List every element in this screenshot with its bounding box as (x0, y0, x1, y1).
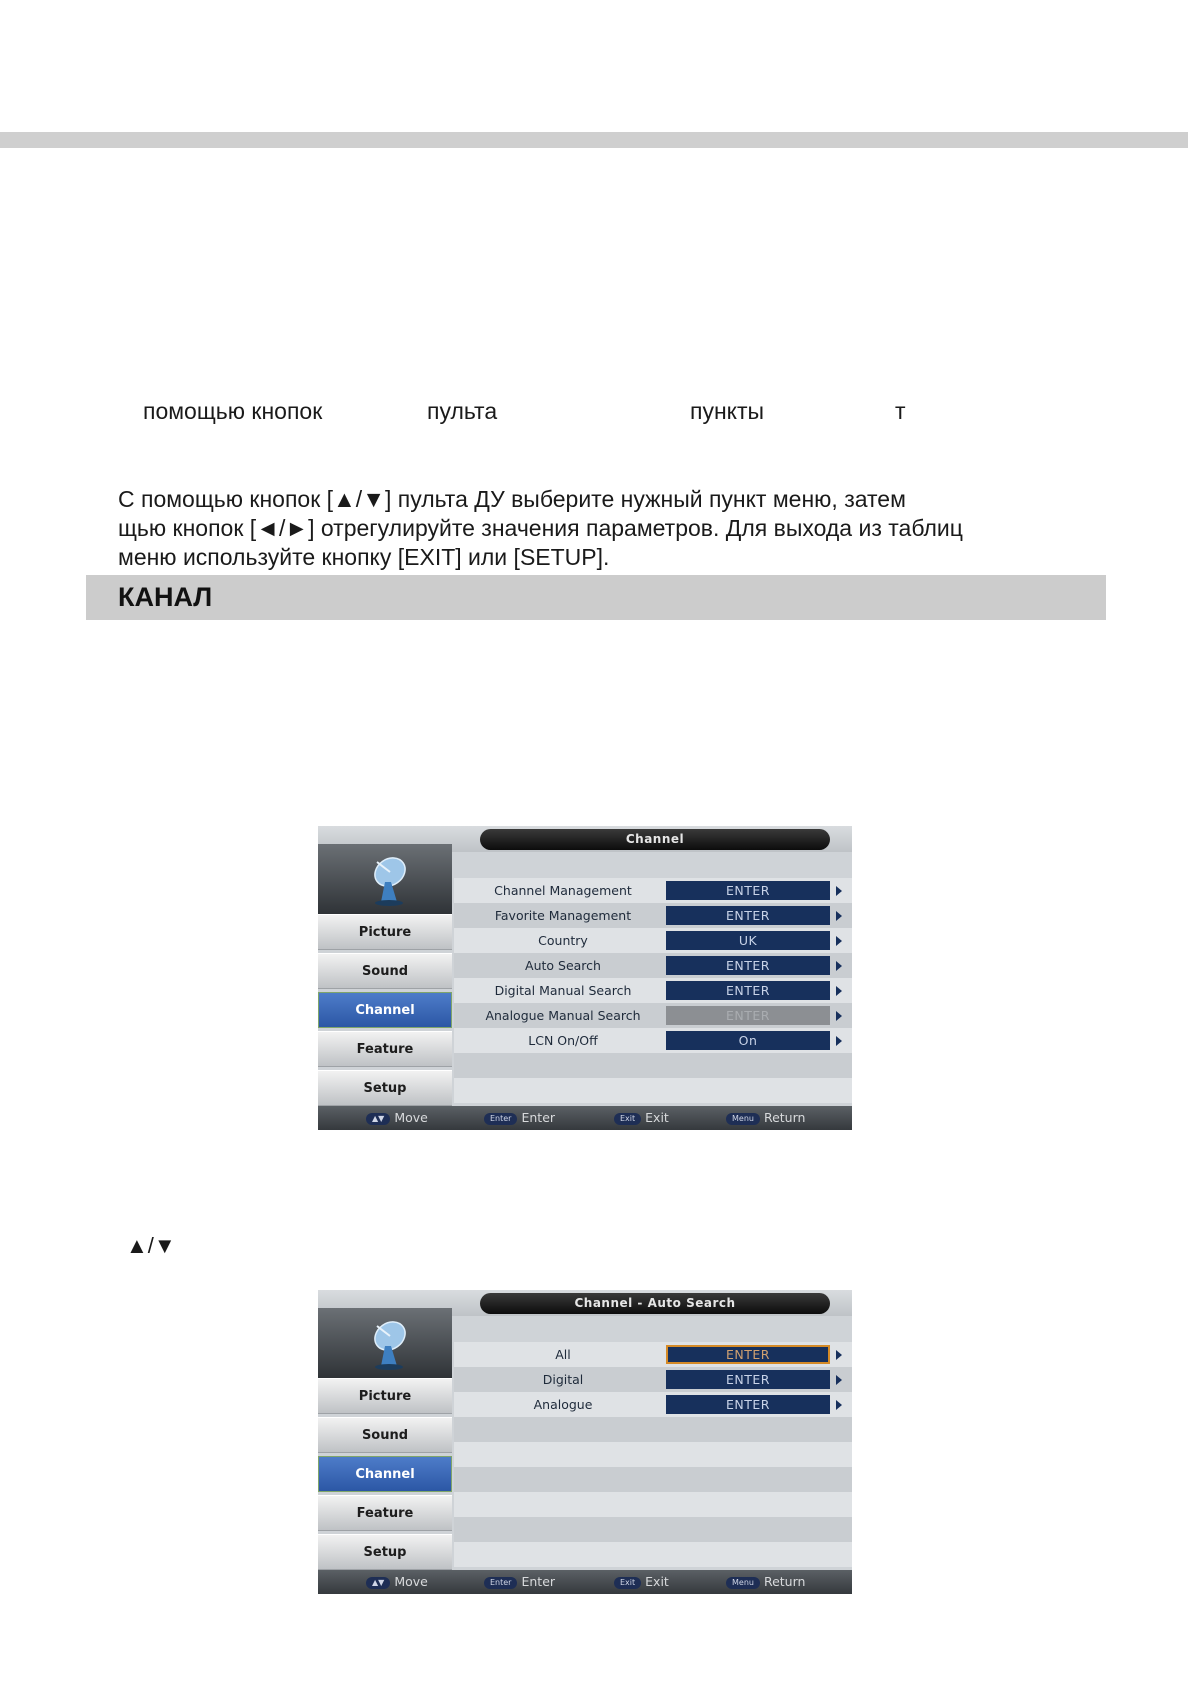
row-value[interactable]: ENTER (666, 956, 830, 975)
row-label: All (555, 1347, 571, 1362)
footer-label: Exit (645, 1574, 669, 1589)
auto-search-menu-screenshot (318, 1290, 852, 1594)
sidebar-item-picture[interactable]: Picture (318, 914, 452, 950)
footer-enter (484, 1575, 555, 1589)
footer-enter (484, 1111, 555, 1125)
row-value[interactable]: UK (666, 931, 830, 950)
arrow-keys-text: ▲/▼ (126, 1233, 176, 1258)
footer-label: Return (763, 1110, 806, 1125)
footer-label: Exit (645, 1110, 669, 1125)
footer-exit (614, 1575, 669, 1589)
menu-row[interactable] (454, 978, 852, 1003)
row-label: LCN On/Off (528, 1033, 598, 1048)
empty-row (454, 1492, 852, 1517)
menu-key-icon: Menu (726, 1113, 760, 1125)
chevron-right-icon (836, 1375, 842, 1385)
channel-menu-screenshot (318, 826, 852, 1130)
text-fragment: пульта (427, 398, 498, 424)
section-header (86, 575, 1106, 620)
menu-row[interactable] (454, 1392, 852, 1417)
sidebar-item-feature[interactable]: Feature (318, 1495, 452, 1531)
paragraph-line: меню используйте кнопку [EXIT] или [SETUP]. (118, 544, 610, 570)
paragraph-line: С помощью кнопок [▲/▼] пульта ДУ выберите нужный пункт меню, затем (118, 486, 906, 512)
text-fragment: т (895, 398, 906, 424)
row-label: Digital Manual Search (494, 983, 632, 998)
menu-key-icon: Menu (726, 1577, 760, 1589)
sidebar-item-channel[interactable]: Channel (318, 1456, 452, 1492)
sidebar-item-sound[interactable]: Sound (318, 953, 452, 989)
satellite-dish-icon (318, 844, 452, 914)
top-divider (0, 132, 1188, 148)
empty-row (454, 1078, 852, 1103)
empty-row (454, 1517, 852, 1542)
footer-label: Move (394, 1110, 428, 1125)
enter-key-icon: Enter (484, 1577, 517, 1589)
exit-key-icon: Exit (614, 1113, 641, 1125)
menu-row[interactable] (454, 878, 852, 903)
dish-graphic (363, 852, 409, 908)
menu-row[interactable] (454, 953, 852, 978)
menu-row[interactable] (454, 928, 852, 953)
menu-row[interactable] (454, 903, 852, 928)
menu-row[interactable] (454, 1367, 852, 1392)
row-label: Country (538, 933, 588, 948)
empty-row (454, 1467, 852, 1492)
sidebar-item-sound[interactable]: Sound (318, 1417, 452, 1453)
row-label: Favorite Management (494, 908, 632, 923)
paragraph-line: щью кнопок [◄/►] отрегулируйте значения параметров. Для выхода из таблиц (118, 515, 963, 541)
footer-exit (614, 1111, 669, 1125)
footer-return (726, 1575, 805, 1589)
text-fragment: помощью кнопок (143, 398, 323, 424)
row-value[interactable]: ENTER (666, 1395, 830, 1414)
empty-row (454, 1053, 852, 1078)
row-value[interactable]: ENTER (666, 881, 830, 900)
footer-label: Return (763, 1574, 806, 1589)
move-key-icon: ▲▼ (366, 1113, 390, 1125)
chevron-right-icon (836, 1011, 842, 1021)
row-value[interactable]: On (666, 1031, 830, 1050)
chevron-right-icon (836, 986, 842, 996)
chevron-right-icon (836, 1400, 842, 1410)
chevron-right-icon (836, 1350, 842, 1360)
chevron-right-icon (836, 1036, 842, 1046)
empty-row (454, 1442, 852, 1467)
sidebar-item-feature[interactable]: Feature (318, 1031, 452, 1067)
chevron-right-icon (836, 886, 842, 896)
instruction-paragraph (118, 485, 1108, 572)
chevron-right-icon (836, 936, 842, 946)
sidebar-item-picture[interactable]: Picture (318, 1378, 452, 1414)
menu-row[interactable] (454, 1342, 852, 1367)
row-value-selected[interactable]: ENTER (666, 1345, 830, 1364)
footer-label: Enter (521, 1574, 556, 1589)
row-label: Analogue Manual Search (485, 1008, 641, 1023)
move-key-icon: ▲▼ (366, 1577, 390, 1589)
exit-key-icon: Exit (614, 1577, 641, 1589)
footer-move (366, 1111, 428, 1125)
row-label: Digital (542, 1372, 584, 1387)
sidebar-item-channel[interactable]: Channel (318, 992, 452, 1028)
row-label: Analogue (533, 1397, 593, 1412)
chevron-right-icon (836, 911, 842, 921)
row-label: Channel Management (494, 883, 632, 898)
sidebar-item-setup[interactable]: Setup (318, 1070, 452, 1106)
satellite-dish-icon (318, 1308, 452, 1378)
chevron-right-icon (836, 961, 842, 971)
row-value[interactable]: ENTER (666, 906, 830, 925)
dish-graphic (363, 1316, 409, 1372)
row-value[interactable]: ENTER (666, 1006, 830, 1025)
menu-row[interactable] (454, 1003, 852, 1028)
row-label: Auto Search (525, 958, 601, 973)
footer-move (366, 1575, 428, 1589)
menu-title: Channel (480, 829, 830, 850)
footer-label: Move (394, 1574, 428, 1589)
row-value[interactable]: ENTER (666, 1370, 830, 1389)
empty-row (454, 1417, 852, 1442)
enter-key-icon: Enter (484, 1113, 517, 1125)
text-fragment: пункты (690, 398, 765, 424)
menu-row[interactable] (454, 1028, 852, 1053)
menu-footer (318, 1106, 852, 1130)
section-title: КАНАЛ (118, 582, 213, 612)
row-value[interactable]: ENTER (666, 981, 830, 1000)
menu-footer (318, 1570, 852, 1594)
sidebar-item-setup[interactable]: Setup (318, 1534, 452, 1570)
footer-label: Enter (521, 1110, 556, 1125)
empty-row (454, 1542, 852, 1567)
footer-return (726, 1111, 805, 1125)
menu-title: Channel - Auto Search (480, 1293, 830, 1314)
